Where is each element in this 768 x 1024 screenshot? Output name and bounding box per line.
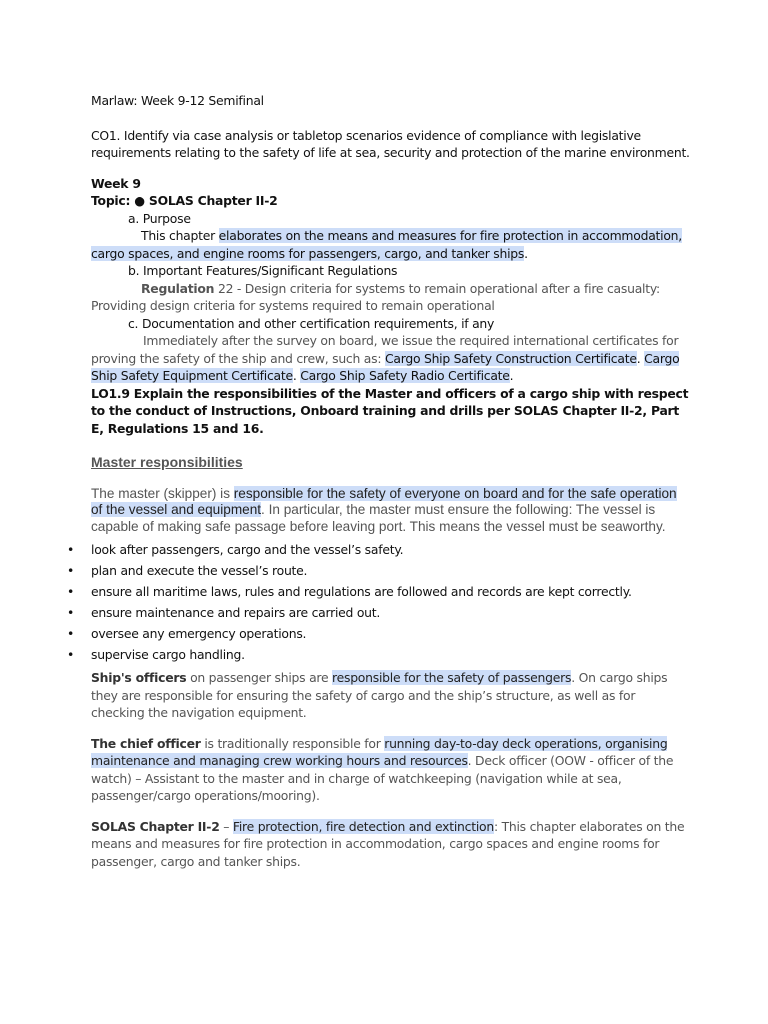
lo19-heading: LO1.9 Explain the responsibilities of the Master and officers of a cargo ship with respect to the conduct of Instructions, Onboard training and drills per SOLAS Chapter II-2, Part E, Regulations 15 and 16. xyxy=(91,385,689,436)
cert-radio: Cargo Ship Safety Radio Certificate xyxy=(300,368,510,383)
solas-label: SOLAS Chapter II-2 xyxy=(91,818,220,834)
chief-highlight: running day-to-day deck operations, organising maintenance and managing crew working hours and resources xyxy=(91,735,668,769)
solas-paragraph xyxy=(91,818,691,871)
purpose-paragraph xyxy=(91,227,691,262)
cert-equipment: Cargo Ship Safety Equipment Certificate xyxy=(91,350,680,383)
purpose-highlight: elaborates on the means and measures for fire protection in accommodation, cargo spaces, and engine rooms for passengers, cargo, and tanker ships xyxy=(91,228,682,261)
documentation-label: c. Documentation and other certification requirements, if any xyxy=(128,315,495,331)
cert-construction: Cargo Ship Safety Construction Certificate xyxy=(384,350,637,366)
regulation-text: 22 - Design criteria for systems to remain operational after a fire casualty: Providing design criteria for systems required to remain operational xyxy=(91,280,660,313)
list-item: • look after passengers, cargo and the vessel’s safety. xyxy=(91,539,691,560)
purpose-label: a. Purpose xyxy=(128,210,191,226)
bullet-icon: • xyxy=(67,626,75,642)
bullet-icon: • xyxy=(67,605,75,621)
bullet-icon: • xyxy=(67,584,75,600)
week-heading: Week 9 xyxy=(91,175,141,191)
master-paragraph xyxy=(91,486,691,536)
doc-title: Marlaw: Week 9-12 Semifinal xyxy=(91,93,264,108)
features-label: b. Important Features/Significant Regulations xyxy=(128,263,398,278)
chief-officer-paragraph xyxy=(91,735,691,805)
regulation-paragraph xyxy=(91,280,691,315)
master-highlight: responsible for the safety of everyone on board and for the safe operation of the vessel and equipment xyxy=(91,485,677,518)
co1-paragraph: CO1. Identify via case analysis or tabletop scenarios evidence of compliance with legislative requirements relating to the safety of life at sea, security and protection of the marine environment. xyxy=(91,127,690,160)
document-page xyxy=(67,92,691,870)
list-item: • ensure maintenance and repairs are carried out. xyxy=(91,602,691,623)
chief-pre: is traditionally responsible for xyxy=(200,735,385,751)
regulation-label: Regulation xyxy=(141,280,215,296)
chief-label: The chief officer xyxy=(91,735,201,751)
purpose-pre: This chapter xyxy=(141,228,219,243)
officers-post: . On cargo ships they are responsible for ensuring the safety of cargo and the ship’s structure, as well as for checking the navigation equipment. xyxy=(91,670,668,721)
purpose-post: . xyxy=(524,245,528,261)
cert-sep-1: . xyxy=(636,350,645,366)
cert-sep-2: . xyxy=(292,368,301,383)
cert-end: . xyxy=(509,368,514,383)
list-item: • oversee any emergency operations. xyxy=(91,623,691,644)
solas-dash: – xyxy=(219,818,233,834)
list-item: • supervise cargo handling. xyxy=(91,644,691,665)
officers-highlight: responsible for the safety of passengers xyxy=(332,670,572,686)
officers-label: Ship's officers xyxy=(91,670,187,686)
chief-post: . Deck officer (OOW - officer of the watch) – Assistant to the master and in charge of watchkeeping (navigation while at sea, passenger/cargo operations/mooring). xyxy=(91,753,674,804)
officers-pre: on passenger ships are xyxy=(186,670,333,686)
documentation-text: Immediately after the survey on board, we issue the required international certificates for proving the safety of the ship and crew, such as: xyxy=(91,333,679,366)
master-heading: Master responsibilities xyxy=(91,454,243,470)
list-item: • ensure all maritime laws, rules and regulations are followed and records are kept correctly. xyxy=(91,581,691,602)
solas-post: : This chapter elaborates on the means and measures for fire protection in accommodation, cargo spaces and engine rooms for passenger, cargo and tanker ships. xyxy=(91,818,685,869)
bullet-icon: • xyxy=(67,563,75,579)
list-item: • plan and execute the vessel’s route. xyxy=(91,560,691,581)
master-pre: The master (skipper) is xyxy=(91,485,234,501)
documentation-paragraph xyxy=(91,332,691,385)
master-post: . In particular, the master must ensure the following: The vessel is capable of making safe passage before leaving port. This means the vessel must be seaworthy. xyxy=(91,502,666,534)
master-bullet-list xyxy=(67,539,691,665)
officers-paragraph xyxy=(91,669,691,722)
topic-heading: Topic: ● SOLAS Chapter II-2 xyxy=(91,193,278,208)
bullet-icon: • xyxy=(67,647,75,663)
bullet-icon: • xyxy=(67,542,75,558)
solas-highlight: Fire protection, fire detection and extinction xyxy=(232,818,494,834)
